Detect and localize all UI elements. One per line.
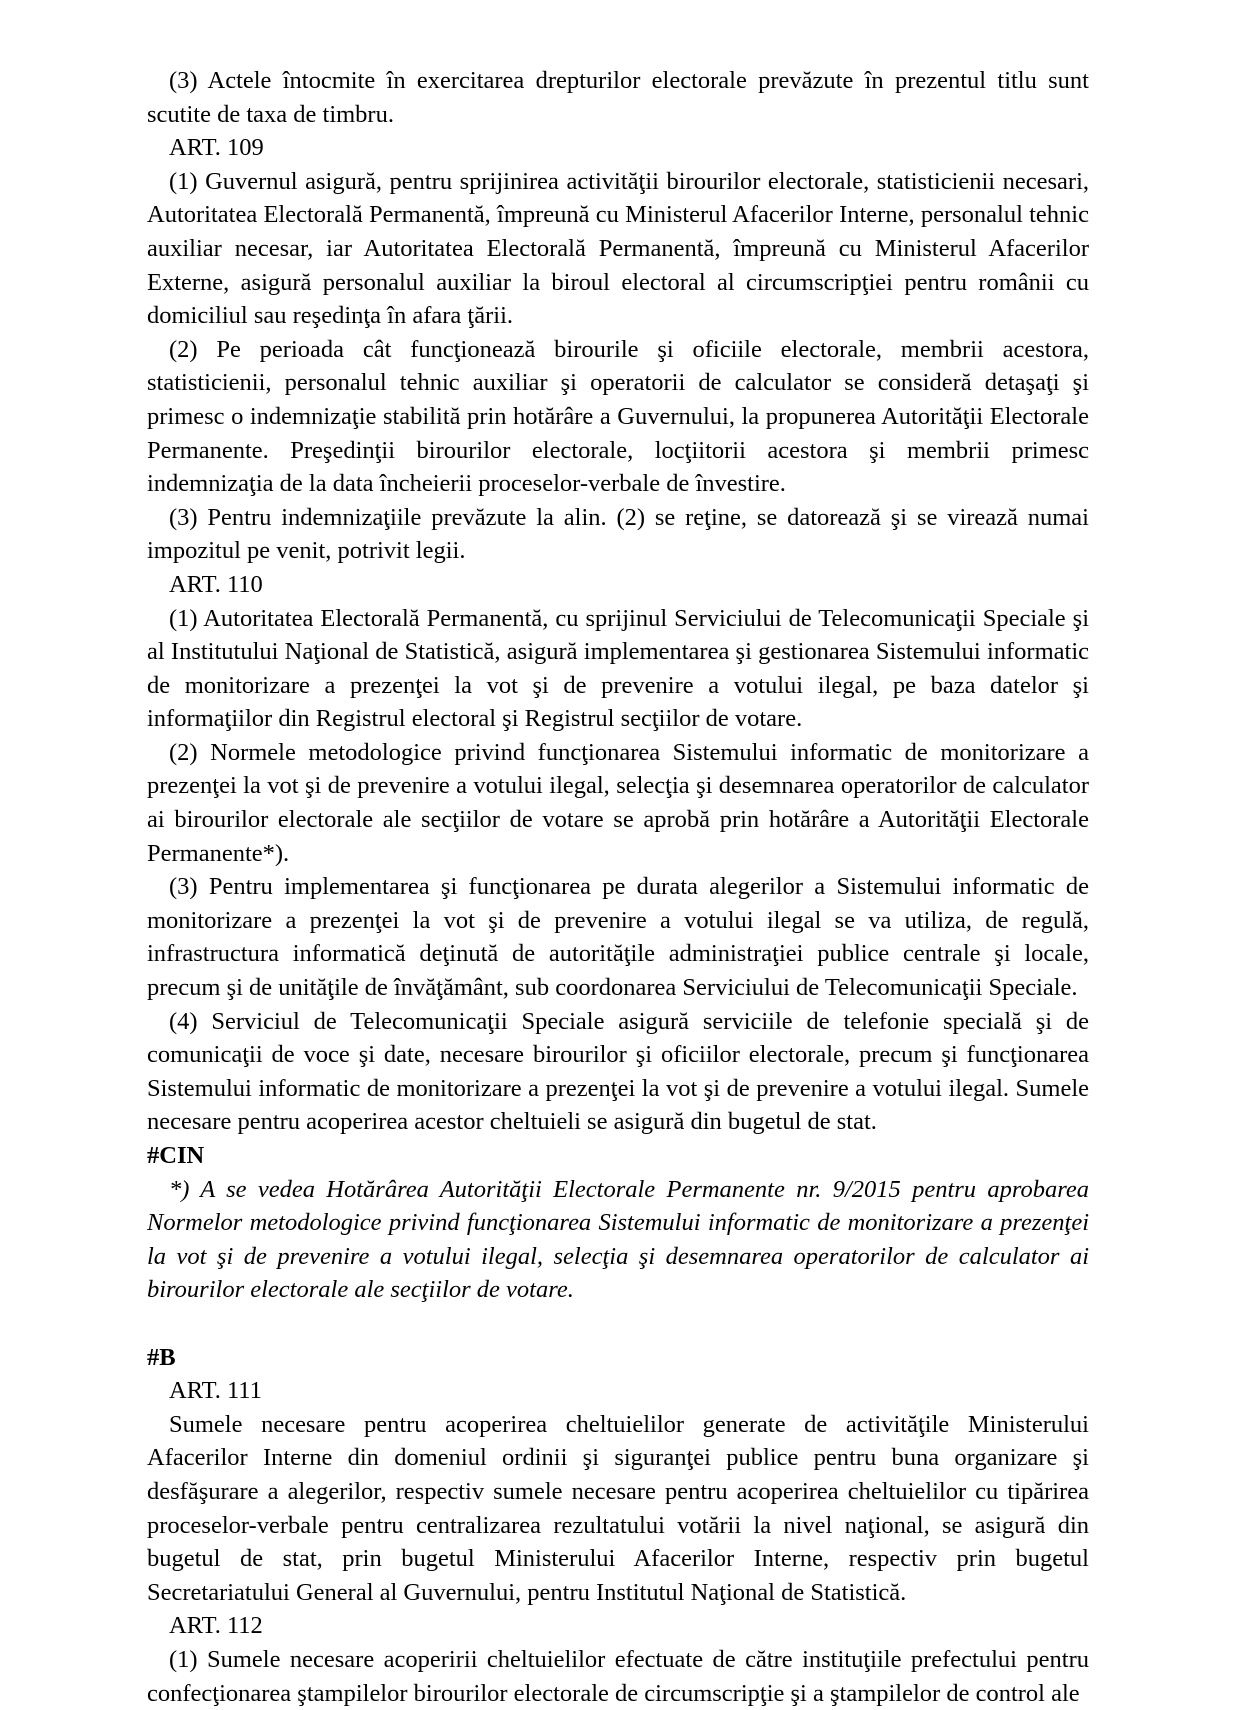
- paragraph-art109-alin3: (3) Pentru indemnizaţiile prevăzute la alin. (2) se reţine, se datorează şi se virează numai impozitul pe venit, potrivit legii.: [147, 503, 1089, 565]
- paragraph-art112-alin1: (1) Sumele necesare acoperirii cheltuielilor efectuate de către instituţiile prefectului pentru confecţionarea ştampilelor birourilor electorale de circumscripţie şi a ştampilelor de control ale: [147, 1645, 1089, 1707]
- document-body: [147, 64, 1089, 1710]
- paragraph-art111-body: Sumele necesare pentru acoperirea cheltuielilor generate de activităţile Ministerului Afacerilor Interne din domeniul ordinii şi siguranţei publice pentru buna organizare şi desfăşurare a alegerilor, respectiv sumele necesare pentru acoperirea cheltuielilor cu tipărirea proceselor-verbale pentru centralizarea rezultatului votării la nivel naţional, se asigură din bugetul de stat, prin bugetul Ministerului Afacerilor Interne, respectiv prin bugetul Secretariatului General al Guvernului, pentru Institutul Naţional de Statistică.: [147, 1410, 1089, 1606]
- block-spacer: [147, 1307, 1089, 1341]
- paragraph-art110-alin4: (4) Serviciul de Telecomunicaţii Speciale asigură serviciile de telefonie specială şi de comunicaţii de voce şi date, necesare birourilor şi oficiilor electorale, precum şi funcţionarea Sistemului informatic de monitorizare a prezenţei la vot şi de prevenire a votului ilegal. Sumele necesare pentru acoperirea acestor cheltuieli se asigură din bugetul de stat.: [147, 1007, 1089, 1136]
- section-marker-cin: #CIN: [147, 1142, 205, 1169]
- paragraph-art108-alin3: (3) Actele întocmite în exercitarea drepturilor electorale prevăzute în prezentul titlu sunt scutite de taxa de timbru.: [147, 67, 1089, 128]
- article-heading-109: ART. 109: [169, 134, 264, 162]
- article-heading-112: ART. 112: [169, 1612, 263, 1640]
- article-heading-110: ART. 110: [169, 570, 263, 598]
- paragraph-art110-alin2: (2) Normele metodologice privind funcţionarea Sistemului informatic de monitorizare a prezenţei la vot şi de prevenire a votului ilegal, selecţia şi desemnarea operatorilor de calculator ai birourilor electorale ale secţiilor de votare se aprobă prin hotărâre a Autorităţii Electorale Permanente*).: [147, 738, 1089, 867]
- paragraph-art110-alin1: (1) Autoritatea Electorală Permanentă, cu sprijinul Serviciului de Telecomunicaţii Speciale şi al Institutului Naţional de Statistică, asigură implementarea şi gestionarea Sistemului informatic de monitorizare a prezenţei la vot şi de prevenire a votului ilegal, pe baza datelor şi informaţiilor din Registrul electoral şi Registrul secţiilor de votare.: [147, 604, 1089, 733]
- paragraph-art109-alin2: (2) Pe perioada cât funcţionează birourile şi oficiile electorale, membrii acestora, statisticienii, personalul tehnic auxiliar şi operatorii de calculator se consideră detaşaţi şi primesc o indemnizaţie stabilită prin hotărâre a Guvernului, la propunerea Autorităţii Electorale Permanente. Preşedinţii birourilor electorale, locţiitorii acestora şi membrii primesc indemnizaţia de la data încheierii proceselor-verbale de învestire.: [147, 335, 1089, 498]
- paragraph-art110-alin3: (3) Pentru implementarea şi funcţionarea pe durata alegerilor a Sistemului informatic de monitorizare a prezenţei la vot şi de prevenire a votului ilegal se va utiliza, de regulă, infrastructura informatică deţinută de autorităţile administraţiei publice centrale şi locale, precum şi de unităţile de învăţământ, sub coordonarea Serviciului de Telecomunicaţii Speciale.: [147, 873, 1089, 1002]
- footnote-hotararea-aep-9-2015: *) A se vedea Hotărârea Autorităţii Electorale Permanente nr. 9/2015 pentru aprobarea Normelor metodologice privind funcţionarea Sistemului informatic de monitorizare a prezenţei la vot şi de prevenire a votului ilegal, selecţia şi desemnarea operatorilor de calculator ai birourilor electorale ale secţiilor de votare.: [147, 1175, 1089, 1304]
- article-heading-111: ART. 111: [169, 1377, 262, 1405]
- paragraph-art109-alin1: (1) Guvernul asigură, pentru sprijinirea activităţii birourilor electorale, statisticienii necesari, Autoritatea Electorală Permanentă, împreună cu Ministerul Afacerilor Interne, personalul tehnic auxiliar necesar, iar Autoritatea Electorală Permanentă, împreună cu Ministerul Afacerilor Externe, asigură personalul auxiliar la biroul electoral al circumscripţiei pentru românii cu domiciliul sau reşedinţa în afara ţării.: [147, 167, 1089, 330]
- section-marker-b: #B: [147, 1343, 176, 1371]
